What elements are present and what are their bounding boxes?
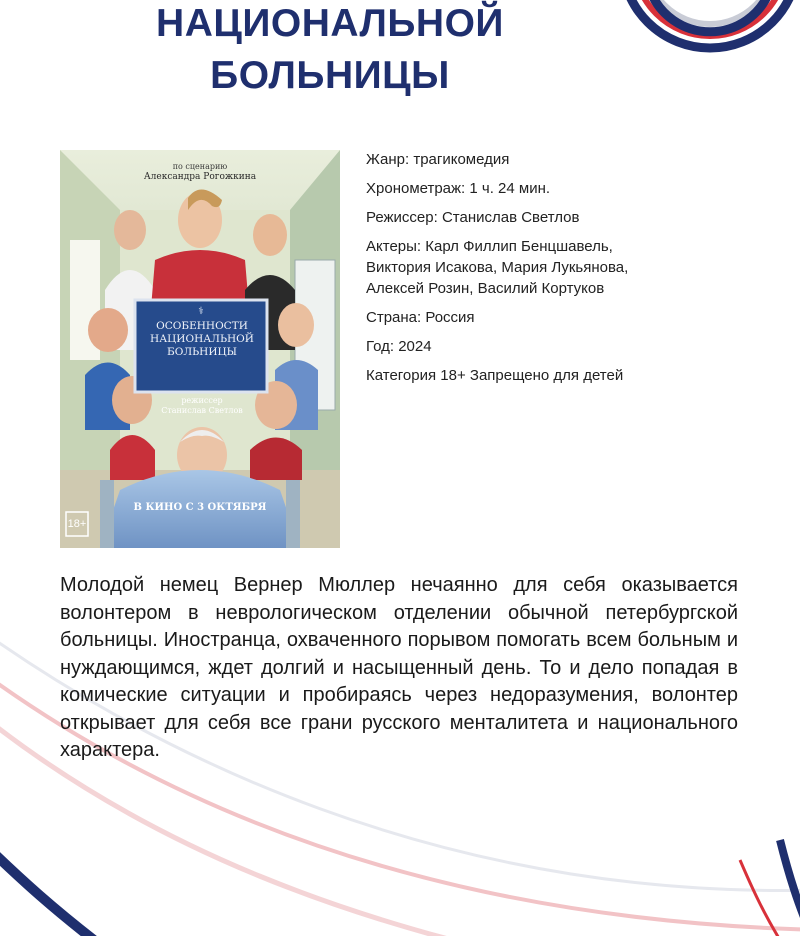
info-runtime: Хронометраж: 1 ч. 24 мин. <box>366 180 551 197</box>
poster-director-name: Станислав Светлов <box>161 406 243 415</box>
info-actors-line-3: Алексей Розин, Василий Кортуков <box>366 280 605 297</box>
page-title <box>150 0 510 102</box>
svg-text:⚕: ⚕ <box>198 306 204 317</box>
title-line-2: БОЛЬНИЦЫ <box>210 54 450 97</box>
plaque-line-1: ОСОБЕННОСТИ <box>156 320 248 332</box>
poster-director-label: режиссер <box>181 396 223 405</box>
movie-description: Молодой немец Вернер Мюллер нечаянно для себя оказывается волонтером в неврологическом отделении обычной петербургской больницы. Иностранца, охваченного порывом помогать всем больным и нуждающимся, ждет долгий и насыщенный день. То и дело попадая в комические ситуации и пробираясь через недоразумения, волонтер открывает для себя все грани русского менталитета и национального характера. <box>60 574 738 761</box>
poster-screenwriter: Александра Рогожкина <box>143 172 257 182</box>
poster-screenplay-by: по сценарию <box>172 162 228 171</box>
info-actors-line-1: Актеры: Карл Филлип Бенцшавель, <box>366 238 613 255</box>
info-actors-line-2: Виктория Исакова, Мария Лукьянова, <box>366 259 629 276</box>
plaque-line-2: НАЦИОНАЛЬНОЙ <box>150 333 254 345</box>
logo-arcs <box>622 0 798 48</box>
plaque-line-3: БОЛЬНИЦЫ <box>167 346 237 358</box>
info-actors <box>366 236 696 299</box>
info-category: Категория 18+ Запрещено для детей <box>366 367 624 384</box>
info-genre: Жанр: трагикомедия <box>366 151 510 168</box>
info-year: Год: 2024 <box>366 338 432 355</box>
movie-info <box>366 149 696 394</box>
info-country: Страна: Россия <box>366 309 475 326</box>
info-director: Режиссер: Станислав Светлов <box>366 209 580 226</box>
poster-plaque-title <box>136 320 268 359</box>
title-line-1: НАЦИОНАЛЬНОЙ <box>156 2 504 45</box>
movie-poster <box>60 150 340 548</box>
poster-age-badge: 18+ <box>67 518 87 530</box>
poster-release-date: В КИНО С 3 ОКТЯБРЯ <box>133 502 267 513</box>
